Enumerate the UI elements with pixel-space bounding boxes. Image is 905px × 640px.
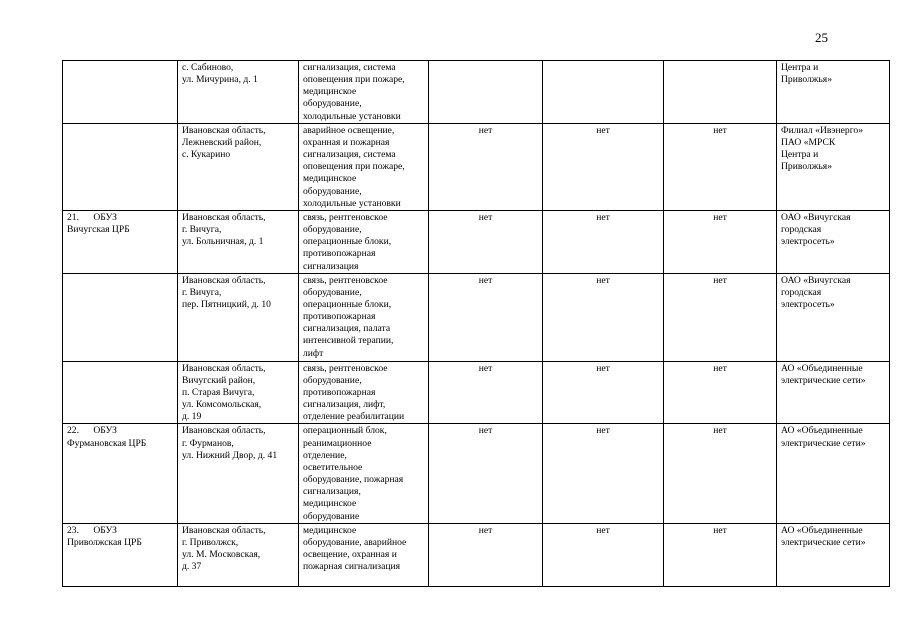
table-row: [63, 273, 890, 361]
value-cell-3: нет: [664, 123, 777, 210]
equipment-cell: сигнализация, система оповещения при пожаре, медицинское оборудование, холодильные установки: [299, 61, 429, 124]
value-cell-2: нет: [543, 361, 664, 424]
table-row: [63, 123, 890, 210]
table-row: [63, 523, 890, 586]
value-cell-1: нет: [429, 523, 543, 586]
organization-cell: [63, 123, 178, 210]
supplier-cell: АО «Объединенные электрические сети»: [777, 361, 890, 424]
value-cell-3: нет: [664, 424, 777, 523]
value-cell-2: [543, 61, 664, 124]
supplier-cell: АО «Объединенные электрические сети»: [777, 523, 890, 586]
table-row: [63, 361, 890, 424]
supplier-cell: Центра и Приволжья»: [777, 61, 890, 124]
value-cell-2: нет: [543, 424, 664, 523]
equipment-cell: медицинское оборудование, аварийное освещение, охранная и пожарная сигнализация: [299, 523, 429, 586]
supplier-cell: ОАО «Вичугская городская электросеть»: [777, 273, 890, 361]
page-number: 25: [815, 30, 828, 45]
address-cell: Ивановская область, г. Вичуга, пер. Пятницкий, д. 10: [178, 273, 299, 361]
organization-cell: 22. ОБУЗ Фурмановская ЦРБ: [63, 424, 178, 523]
value-cell-3: нет: [664, 273, 777, 361]
supplier-cell: Филиал «Ивэнерго» ПАО «МРСК Центра и Приволжья»: [777, 123, 890, 210]
address-cell: Ивановская область, г. Вичуга, ул. Больничная, д. 1: [178, 210, 299, 273]
value-cell-1: [429, 61, 543, 124]
table-row: [63, 424, 890, 523]
address-cell: Ивановская область, г. Приволжск, ул. М. Московская, д. 37: [178, 523, 299, 586]
facilities-table: [62, 60, 890, 587]
equipment-cell: связь, рентгеновское оборудование, операционные блоки, противопожарная сигнализация, палата интенсивной терапии, лифт: [299, 273, 429, 361]
equipment-cell: связь, рентгеновское оборудование, операционные блоки, противопожарная сигнализация: [299, 210, 429, 273]
value-cell-2: нет: [543, 123, 664, 210]
value-cell-2: нет: [543, 273, 664, 361]
value-cell-3: нет: [664, 210, 777, 273]
organization-cell: [63, 61, 178, 124]
organization-cell: [63, 361, 178, 424]
organization-cell: 21. ОБУЗ Вичугская ЦРБ: [63, 210, 178, 273]
value-cell-3: нет: [664, 361, 777, 424]
supplier-cell: АО «Объединенные электрические сети»: [777, 424, 890, 523]
address-cell: Ивановская область, Лежневский район, с. Кукарино: [178, 123, 299, 210]
equipment-cell: операционный блок, реанимационное отделение, осветительное оборудование, пожарная сигнализация, медицинское оборудование: [299, 424, 429, 523]
value-cell-3: нет: [664, 523, 777, 586]
organization-cell: 23. ОБУЗ Приволжская ЦРБ: [63, 523, 178, 586]
table-row: [63, 61, 890, 124]
value-cell-1: нет: [429, 361, 543, 424]
value-cell-1: нет: [429, 273, 543, 361]
value-cell-1: нет: [429, 123, 543, 210]
table-row: [63, 210, 890, 273]
value-cell-2: нет: [543, 523, 664, 586]
equipment-cell: связь, рентгеновское оборудование, противопожарная сигнализация, лифт, отделение реабилитации: [299, 361, 429, 424]
address-cell: Ивановская область, г. Фурманов, ул. Нижний Двор, д. 41: [178, 424, 299, 523]
value-cell-3: [664, 61, 777, 124]
address-cell: Ивановская область, Вичугский район, п. Старая Вичуга, ул. Комсомольская, д. 19: [178, 361, 299, 424]
value-cell-1: нет: [429, 210, 543, 273]
value-cell-2: нет: [543, 210, 664, 273]
organization-cell: [63, 273, 178, 361]
supplier-cell: ОАО «Вичугская городская электросеть»: [777, 210, 890, 273]
address-cell: с. Сабиново, ул. Мичурина, д. 1: [178, 61, 299, 124]
value-cell-1: нет: [429, 424, 543, 523]
equipment-cell: аварийное освещение, охранная и пожарная сигнализация, система оповещения при пожаре, медицинское оборудование, холодильные установки: [299, 123, 429, 210]
